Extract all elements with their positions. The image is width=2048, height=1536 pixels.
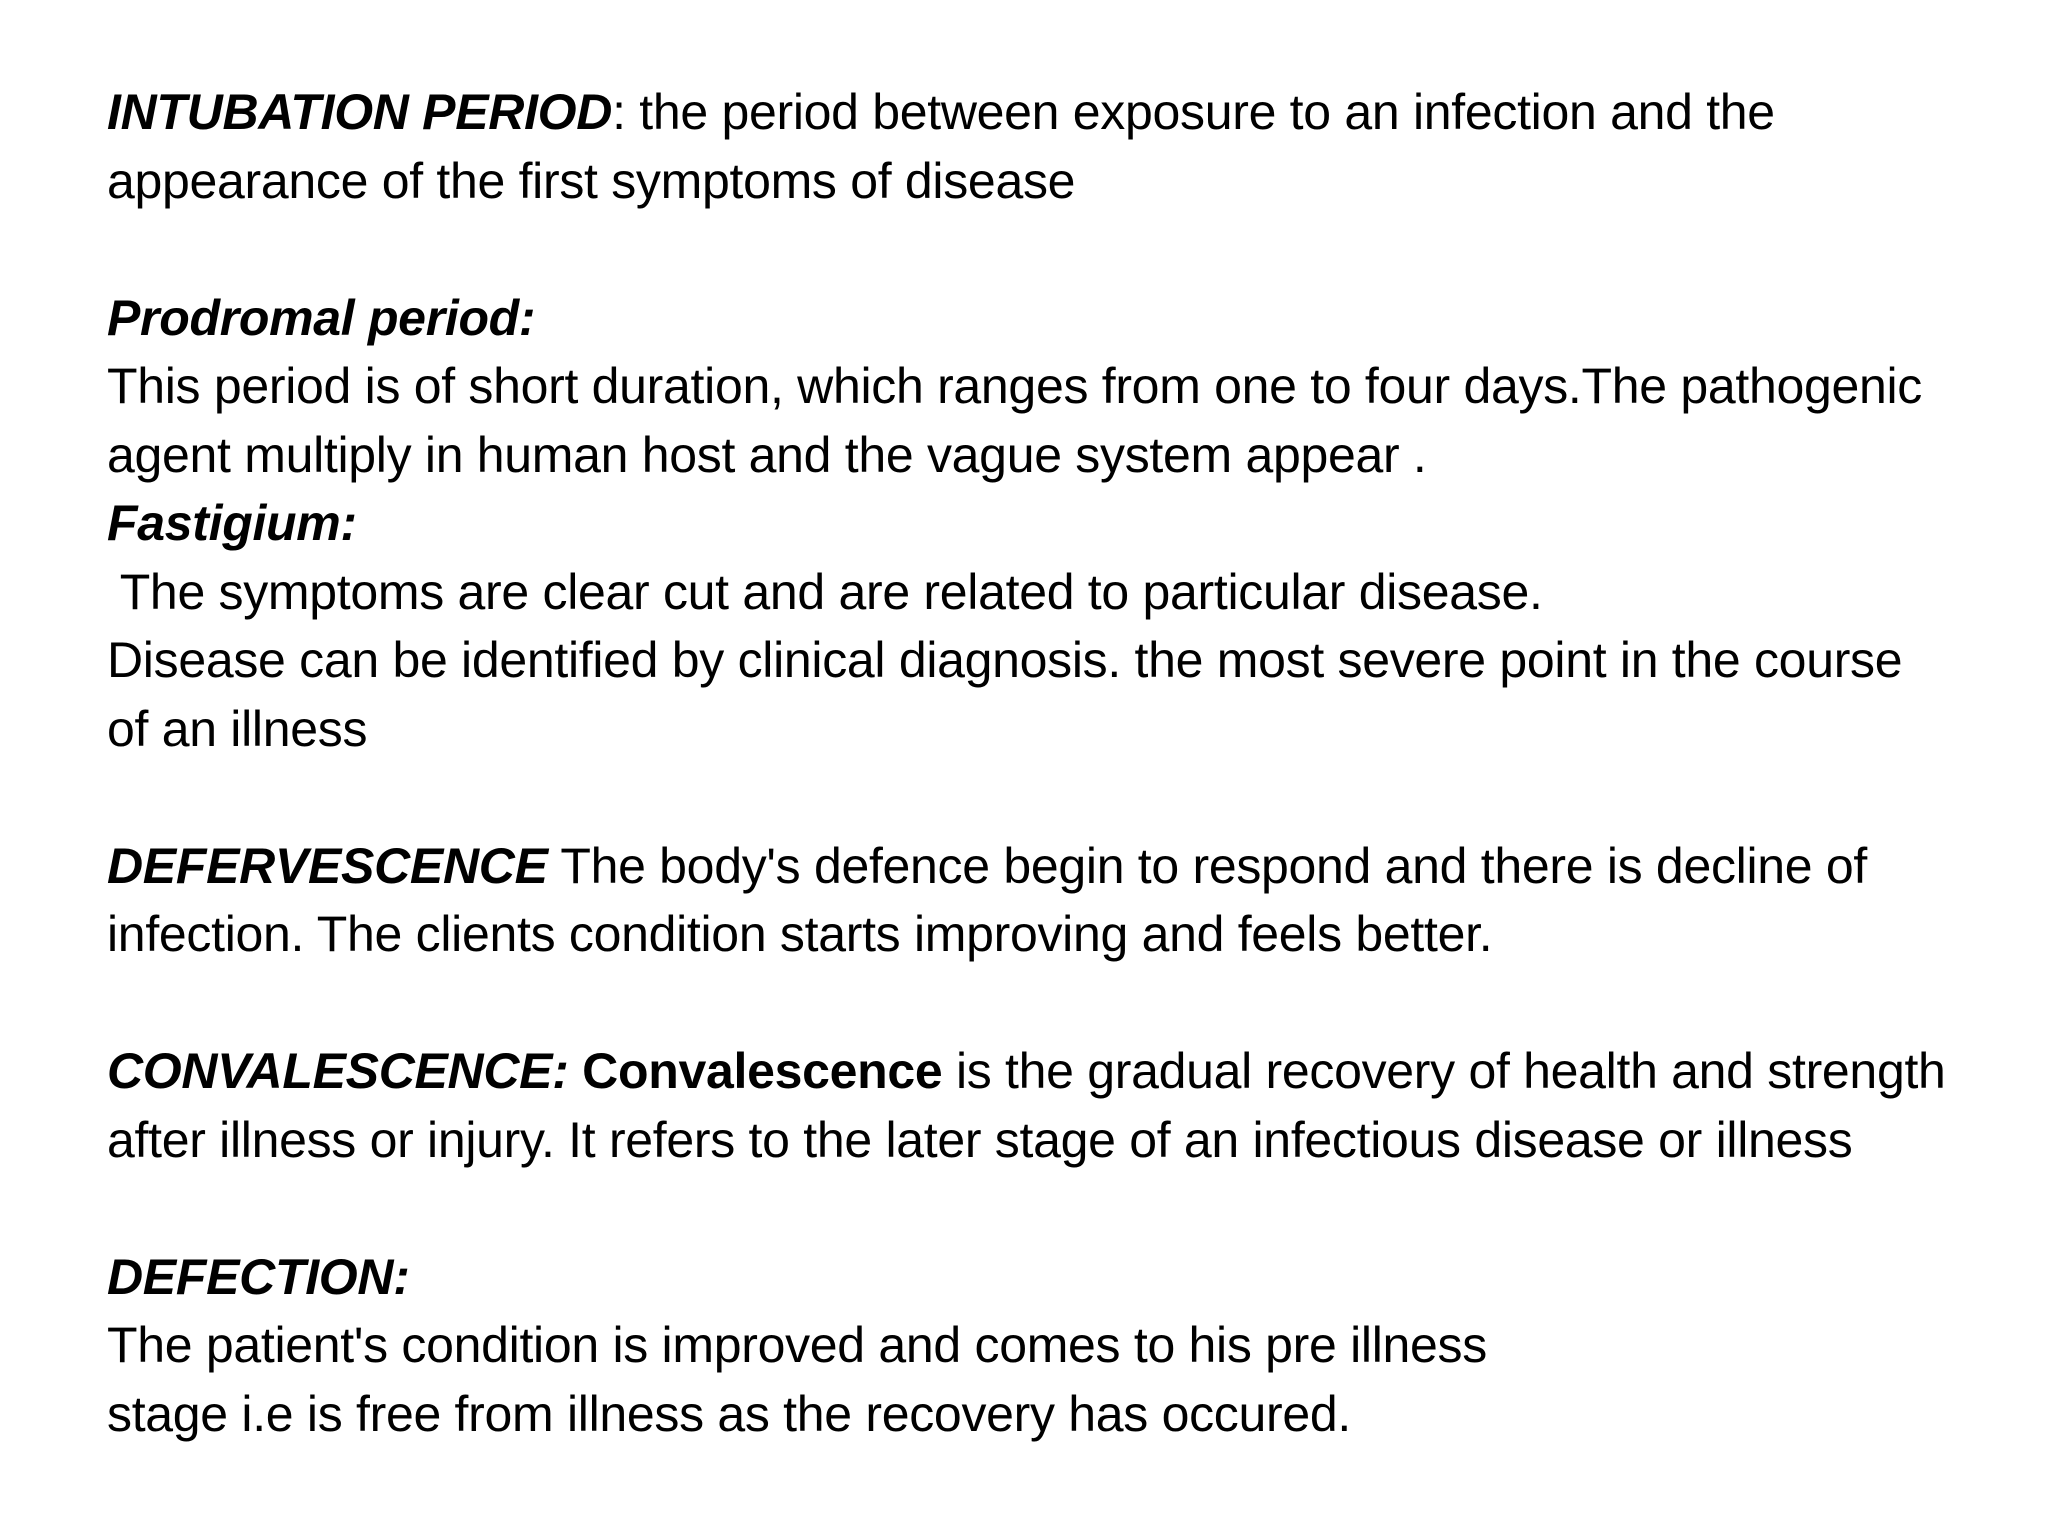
defervescence-text-1: The body's defence begin to respond and there is decline of [547,837,1867,894]
defection-term: DEFECTION: [107,1248,410,1305]
spacer [107,215,2037,284]
prodromal-line-1: This period is of short duration, which ranges from one to four days.The pathogenic [107,358,1922,414]
prodromal-line-2: agent multiply in human host and the vague system appear . [107,426,1427,483]
prodromal-term: Prodromal period: [107,289,536,346]
convalescence-line-2: after illness or injury. It refers to the later stage of an infectious disease or illness [107,1111,1853,1168]
fastigium-line-3: of an illness [107,700,368,757]
fastigium-term: Fastigium: [107,495,357,551]
defection-line-2: stage i.e is free from illness as the recovery has occured. [107,1385,1351,1442]
defervescence-term: DEFERVESCENCE [107,837,548,894]
intubation-text-1: : the period between exposure to an infection and the [612,84,1775,140]
spacer [107,1174,2037,1243]
intubation-line-1 [107,78,2037,147]
convalescence-bold-word: Convalescence [582,1043,943,1099]
spacer [107,763,2037,832]
convalescence-text-1: is the gradual recovery of health and strength [942,1043,1946,1099]
fastigium-line-1: The symptoms are clear cut and are related to particular disease. [107,563,1543,620]
fastigium-line-2: Disease can be identified by clinical diagnosis. the most severe point in the course [107,632,1903,688]
defervescence-line-1 [107,832,2037,901]
defection-line-1: The patient's condition is improved and comes to his pre illness [107,1317,1487,1373]
slide-content [107,78,2037,1448]
intubation-term: INTUBATION PERIOD [107,84,613,140]
convalescence-term: CONVALESCENCE: [107,1043,569,1099]
convalescence-line-1 [107,1037,2037,1106]
intubation-line-2: appearance of the first symptoms of disease [107,152,1076,209]
spacer [107,969,2037,1038]
defervescence-line-2: infection. The clients condition starts improving and feels better. [107,906,1493,962]
